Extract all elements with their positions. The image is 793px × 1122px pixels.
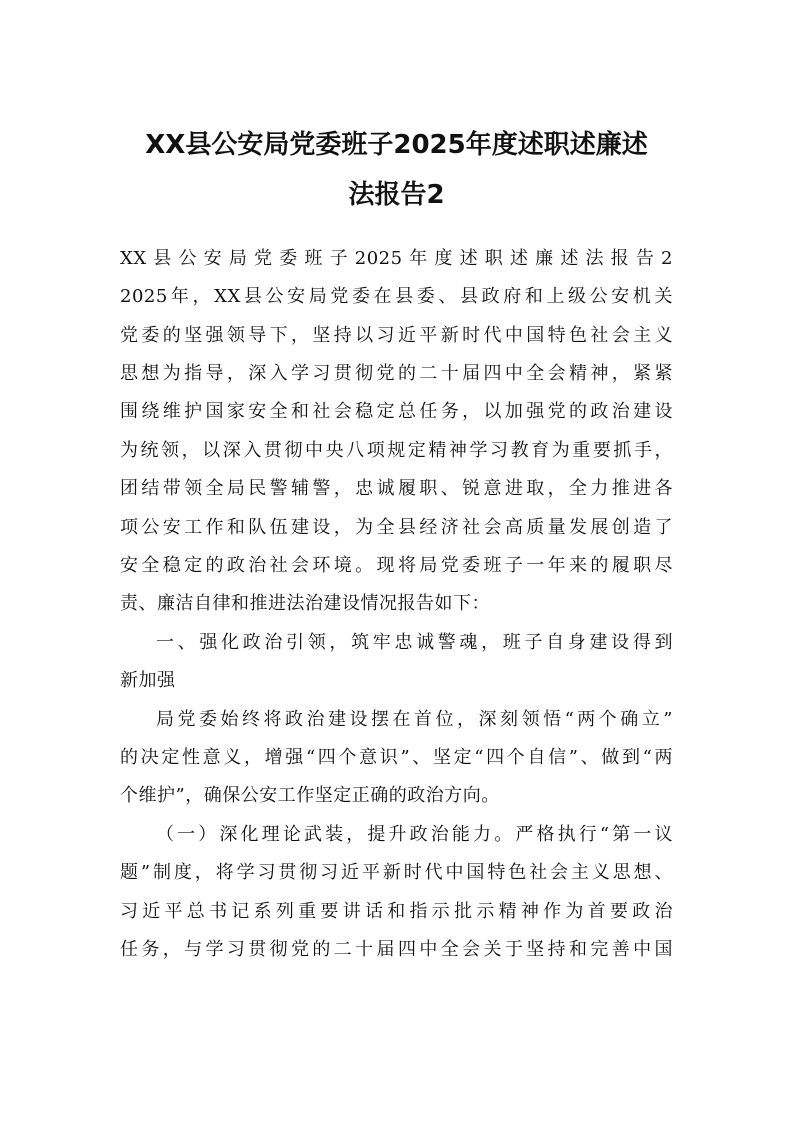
body-line: 任务，与学习贯彻党的二十届四中全会关于坚持和完善中国 [120,939,673,960]
body-line: 团结带领全局民警辅警，忠诚履职、锐意进取，全力推进各 [120,478,673,499]
body-line: 安全稳定的政治社会环境。现将局党委班子一年来的履职尽 [120,555,673,576]
body-line: 思想为指导，深入学习贯彻党的二十届四中全会精神，紧紧 [120,363,673,384]
section-heading-line: 一、强化政治引领，筑牢忠诚警魂，班子自身建设得到 [156,632,673,653]
body-line: 习近平总书记系列重要讲话和指示批示精神作为首要政治 [120,901,673,922]
body-line: 项公安工作和队伍建设，为全县经济社会高质量发展创造了 [120,517,673,538]
body-line: 2025年，XX县公安局党委在县委、县政府和上级公安机关 [120,286,673,307]
document-title-line-1: XX县公安局党委班子2025年度述职述廉述 [145,130,648,160]
body-line: 责、廉洁自律和推进法治建设情况报告如下： [120,593,490,614]
body-line: 局党委始终将政治建设摆在首位，深刻领悟“两个确立” [156,709,673,730]
body-line: XX县公安局党委班子2025年度述职述廉述法报告2 [120,248,673,269]
body-line: 围绕维护国家安全和社会稳定总任务，以加强党的政治建设 [120,401,673,422]
body-line: 个维护”，确保公安工作坚定正确的政治方向。 [120,785,500,806]
section-heading-line: 新加强 [120,670,176,691]
subsection-line: （一）深化理论武装，提升政治能力。严格执行“第一议 [156,824,673,845]
body-line: 党委的坚强领导下，坚持以习近平新时代中国特色社会主义 [120,325,673,346]
document-title-line-2: 法报告2 [348,180,445,210]
body-line: 题”制度，将学习贯彻习近平新时代中国特色社会主义思想、 [120,862,673,883]
body-line: 为统领，以深入贯彻中央八项规定精神学习教育为重要抓手， [120,440,673,461]
body-line: 的决定性意义，增强“四个意识”、坚定“四个自信”、做到“两 [120,747,673,768]
